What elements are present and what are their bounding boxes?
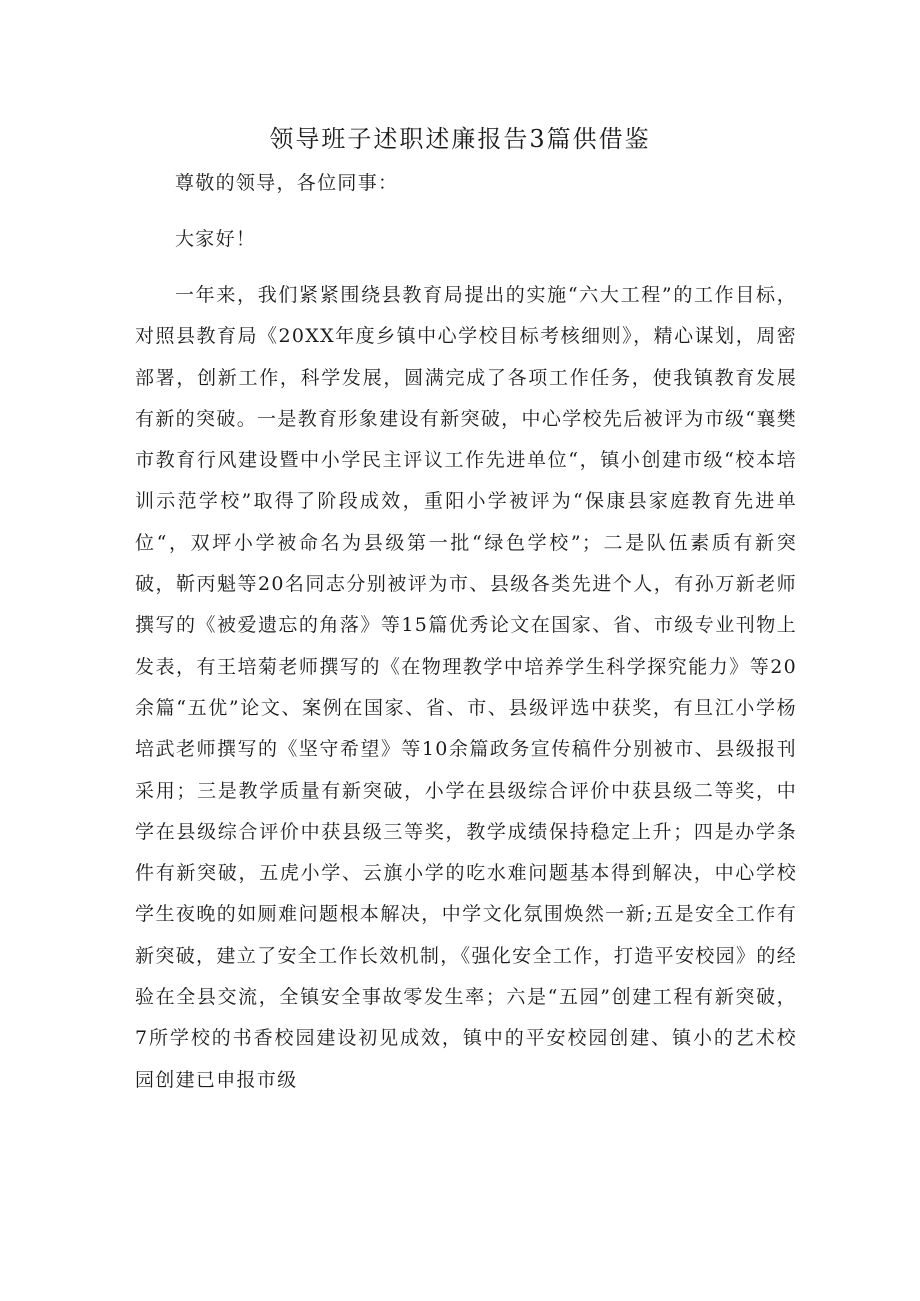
salutation-paragraph: 尊敬的领导，各位同事： xyxy=(175,172,399,194)
greeting-paragraph: 大家好！ xyxy=(175,228,257,250)
body-paragraph: 一年来，我们紧紧围绕县教育局提出的实施“六大工程”的工作目标，对照县教育局《20XX年度乡镇中心学校目标考核细则》，精心谋划，周密部署，创新工作，科学发展，圆满完成了各项工作任务，使我镇教育发展有新的突破。一是教育形象建设有新突破，中心学校先后被评为市级“襄樊市教育行风建设暨中小学民主评议工作先进单位“，镇小创建市级“校本培训示范学校”取得了阶段成效，重阳小学被评为“保康县家庭教育先进单位“，双坪小学被命名为县级第一批“绿色学校”；二是队伍素质有新突破，靳丙魁等20名同志分别被评为市、县级各类先进个人，有孙万新老师撰写的《被爱遗忘的角落》等15篇优秀论文在国家、省、市级专业刊物上发表，有王培菊老师撰写的《在物理教学中培养学生科学探究能力》等20余篇“五优”论文、案例在国家、省、市、县级评选中获奖，有旦江小学杨培武老师撰写的《坚守希望》等10余篇政务宣传稿件分别被市、县级报刊采用；三是教学质量有新突破，小学在县级综合评价中获县级二等奖，中学在县级综合评价中获县级三等奖，教学成绩保持稳定上升；四是办学条件有新突破，五虎小学、云旗小学的吃水难问题基本得到解决，中心学校学生夜晚的如厕难问题根本解决，中学文化氛围焕然一新;五是安全工作有新突破，建立了安全工作长效机制，《强化安全工作，打造平安校园》的经验在全县交流，全镇安全事故零发生率；六是“五园”创建工程有新突破，7所学校的书香校园建设初见成效，镇中的平安校园创建、镇小的艺术校园创建已申报市级 xyxy=(135,284,797,1091)
document-title: 领导班子述职述廉报告3篇供借鉴 xyxy=(269,125,651,153)
